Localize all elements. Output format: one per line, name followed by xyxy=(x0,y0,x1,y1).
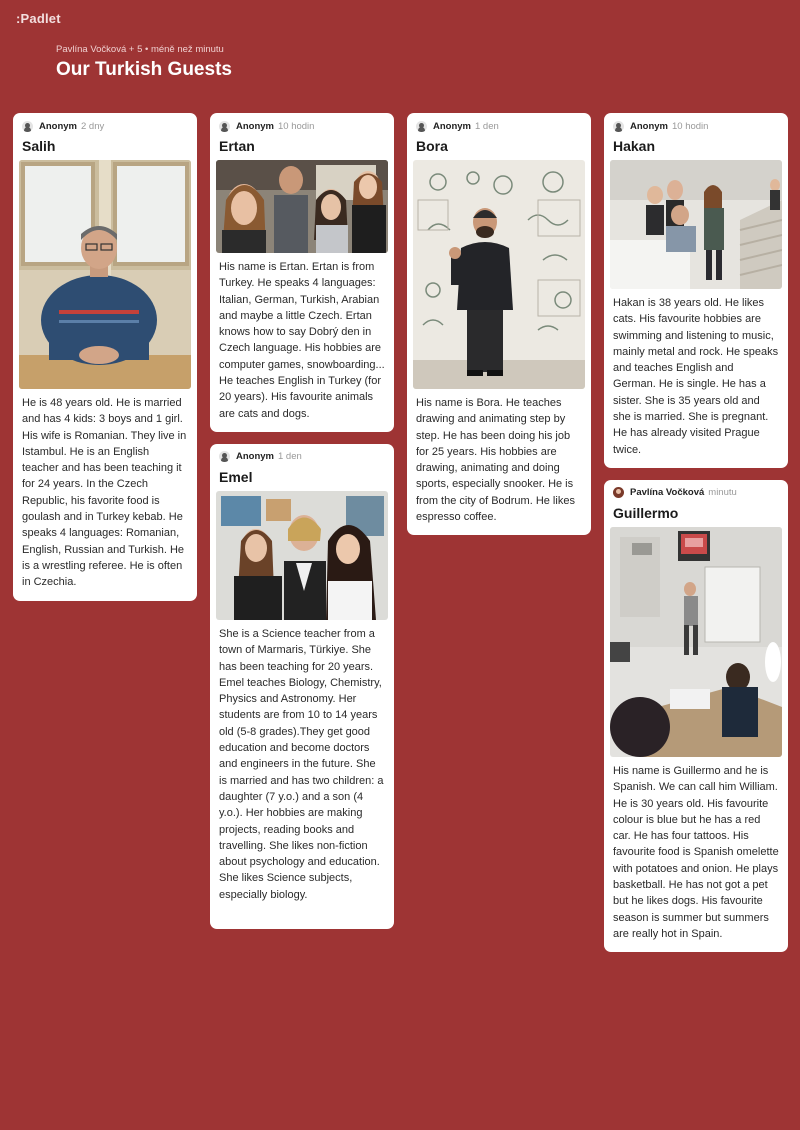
post-meta xyxy=(413,120,585,132)
post-time: minutu xyxy=(708,487,737,499)
post-meta xyxy=(216,451,388,463)
post-body: His name is Bora. He teaches drawing and animating step by step. He has been doing his job for 25 years. His hobbies are drawing, animating and doing sports, especially snooker. He is from the city of Bodrum. He likes espresso coffee. xyxy=(416,397,575,524)
post-card-ertan[interactable] xyxy=(210,113,394,432)
post-photo[interactable] xyxy=(216,160,388,253)
column-2 xyxy=(210,113,394,941)
post-meta xyxy=(216,120,388,132)
post-meta xyxy=(610,487,782,499)
column-1 xyxy=(13,113,197,613)
column-4 xyxy=(604,113,788,964)
avatar-icon xyxy=(22,121,33,132)
post-card-hakan[interactable] xyxy=(604,113,788,468)
avatar-icon xyxy=(416,121,427,132)
post-title: Guillermo xyxy=(613,504,679,521)
post-author: Anonym xyxy=(39,120,77,132)
post-body: His name is Guillermo and he is Spanish. We can call him William. He is 30 years old. His favourite colour is blue but he has a red car. He has four tattoos. His favourite food is Spanish omelette with potatoes and onion. He plays basketball. He has not got a pet but he likes dogs. His favourite season is summer but summers are really hot in Spain. xyxy=(613,764,779,940)
post-card-salih[interactable] xyxy=(13,113,197,601)
post-body: Hakan is 38 years old. He likes cats. His favourite hobbies are swimming and listening to music, mainly metal and rock. He speaks and teaches English and German. He is single. He has a sister. She is 35 years old and she is married. She is pregnant. He has already visited Prague twice. xyxy=(613,297,779,456)
post-author: Anonym xyxy=(236,451,274,463)
page-title: Our Turkish Guests xyxy=(56,59,232,80)
post-card-bora[interactable] xyxy=(407,113,591,535)
post-body: He is 48 years old. He is married and has 4 kids: 3 boys and 1 girl. His wife is Romanian. They live in Istambul. He is an English teacher and has been teaching it for 24 years. In the Czech Republic, his favorite food is goulash and in Turkey kebab. He speaks 4 languages: Romanian, English, Russian and Turkish. He is a wrestling referee. He is often in Czechia. xyxy=(22,397,187,589)
post-title: Emel xyxy=(219,468,253,485)
post-card-emel[interactable] xyxy=(210,444,394,929)
post-photo[interactable] xyxy=(610,160,782,289)
avatar-icon xyxy=(219,451,230,462)
post-title: Ertan xyxy=(219,138,255,154)
post-body: His name is Ertan. Ertan is from Turkey. He speaks 4 languages: Italian, German, Turkish, Arabian and maybe a little Czech. Ertan knows how to say Dobrý den in Czech language. His hobbies are computer games, snowboarding... He teaches English in Turkey (for 20 years). His favourite animals are cats and dogs. xyxy=(219,261,385,420)
avatar-icon xyxy=(219,121,230,132)
post-photo[interactable] xyxy=(19,160,191,389)
post-author: Pavlína Vočková xyxy=(630,487,705,499)
post-title: Salih xyxy=(22,138,56,154)
post-title: Hakan xyxy=(613,138,656,154)
avatar-icon xyxy=(613,121,624,132)
post-meta xyxy=(610,120,782,132)
post-photo[interactable] xyxy=(610,527,782,757)
post-author: Anonym xyxy=(630,120,668,132)
post-body: She is a Science teacher from a town of Marmaris, Türkiye. She has been teaching for 20 years. Emel teaches Biology, Chemistry, Physics and Astronomy. Her students are from 10 to 14 years old (5-8 grades).They get good education and become doctors and engineers in the future. She is married and has two children: a daughter (7 y.o.) and a son (4 y.o.). Her hobbies are making projects, reading books and travelling. She likes non-fiction about psychology and education. She likes Science subjects, especially biology. xyxy=(219,627,384,901)
column-3 xyxy=(407,113,591,547)
post-time: 10 hodin xyxy=(278,120,315,132)
padlet-logo[interactable]: :Padlet xyxy=(16,11,61,26)
post-author: Anonym xyxy=(236,120,274,132)
post-time: 1 den xyxy=(475,120,499,132)
post-photo[interactable] xyxy=(413,160,585,389)
user-avatar-icon xyxy=(613,487,624,498)
post-time: 1 den xyxy=(278,451,302,463)
post-card-guillermo[interactable] xyxy=(604,480,788,952)
post-photo[interactable] xyxy=(216,491,388,620)
post-meta xyxy=(19,120,191,132)
post-author: Anonym xyxy=(433,120,471,132)
board-subtitle: Pavlína Vočková + 5 • méně než minutu xyxy=(56,44,224,55)
post-time: 10 hodin xyxy=(672,120,709,132)
post-time: 2 dny xyxy=(81,120,105,132)
post-title: Bora xyxy=(416,138,448,154)
